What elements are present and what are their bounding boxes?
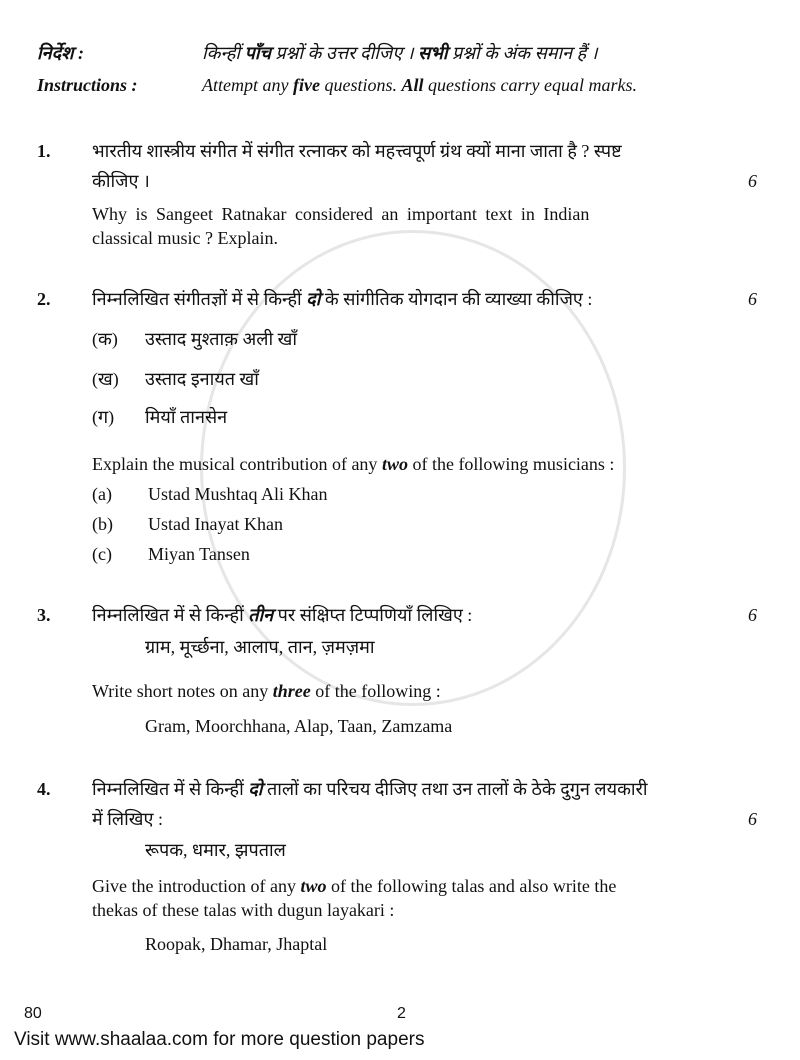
questions-column <box>37 139 757 956</box>
item-label: (क) <box>92 329 118 349</box>
text: दो <box>248 779 263 799</box>
question-4-number: 4. <box>37 779 51 799</box>
item-text: Ustad Mushtaq Ali Khan <box>148 484 328 504</box>
text: प्रश्नों के अंक समान हैं । <box>447 43 598 63</box>
text: five <box>292 75 320 95</box>
question-1-number: 1. <box>37 141 51 161</box>
text: सभी <box>418 43 448 63</box>
text: three <box>272 681 311 701</box>
item-label: (ख) <box>92 369 119 389</box>
item-text: उस्ताद इनायत खाँ <box>145 369 259 389</box>
text: तालों का परिचय दीजिए तथा उन तालों के ठेके दुगुन लयकारी <box>262 779 648 799</box>
item-label: (ग) <box>92 407 115 427</box>
text: में लिखिए : <box>92 809 163 829</box>
text: के सांगीतिक योगदान की व्याख्या कीजिए : <box>320 289 593 309</box>
text: questions. <box>319 75 402 95</box>
question-2-marks: 6 <box>748 289 757 309</box>
text: पाँच <box>244 43 271 63</box>
question-2-english <box>92 452 732 476</box>
list-item <box>92 405 732 429</box>
item-text: मियाँ तानसेन <box>145 407 228 427</box>
question-4-english-line-2: thekas of these talas with dugun layakari : <box>92 900 395 920</box>
item-text: उस्ताद मुश्ताक़ अली खाँ <box>145 329 298 349</box>
text: किन्हीं <box>202 43 245 63</box>
question-1-english-line-1: Why is Sangeet Ratnakar considered an important text in Indian <box>92 204 590 224</box>
text: Give the introduction of any <box>92 876 301 896</box>
list-item <box>92 542 732 566</box>
text: Explain the musical contribution of any <box>92 454 382 474</box>
question-3-english-list: Gram, Moorchhana, Alap, Taan, Zamzama <box>145 716 453 736</box>
question-4-marks: 6 <box>748 809 757 829</box>
item-label: (c) <box>92 544 112 564</box>
question-3-number: 3. <box>37 605 51 625</box>
text: निम्नलिखित संगीतज्ञों में से किन्हीं <box>92 289 307 309</box>
instructions-hindi-label: निर्देश : <box>37 43 84 63</box>
question-1-marks: 6 <box>748 171 757 191</box>
question-2-hindi <box>37 287 757 311</box>
text: All <box>401 75 424 95</box>
text: निम्नलिखित में से किन्हीं <box>92 605 249 625</box>
question-1-english-line-2: classical music ? Explain. <box>92 228 278 248</box>
question-3-english <box>92 679 732 703</box>
question-4-english-list: Roopak, Dhamar, Jhaptal <box>145 934 328 954</box>
text: तीन <box>248 605 274 625</box>
text: two <box>381 454 408 474</box>
text: of the following : <box>310 681 441 701</box>
list-item <box>92 512 732 536</box>
item-text: Ustad Inayat Khan <box>148 514 283 534</box>
question-2-number: 2. <box>37 289 51 309</box>
text: questions carry equal marks. <box>423 75 637 95</box>
instructions-hindi-text <box>202 44 598 62</box>
question-3-hindi <box>37 603 757 627</box>
list-item <box>92 367 732 391</box>
text: of the following musicians : <box>407 454 615 474</box>
text: of the following talas and also write the <box>326 876 617 896</box>
question-3-hindi-list: ग्राम, मूर्च्छना, आलाप, तान, ज़मज़मा <box>145 637 375 657</box>
list-item <box>92 482 732 506</box>
question-4-hindi-line-2 <box>92 807 757 831</box>
question-1-hindi-line-2 <box>92 169 757 193</box>
paper-code: 80 <box>24 1005 42 1022</box>
text: Attempt any <box>202 75 293 95</box>
text: भारतीय शास्त्रीय संगीत में संगीत रत्नाकर को महत्त्वपूर्ण ग्रंथ क्यों माना जाता है ? स्पष्ट <box>92 141 622 161</box>
text: प्रश्नों के उत्तर दीजिए । <box>270 43 419 63</box>
text: कीजिए । <box>92 171 150 191</box>
question-4-hindi-line-1 <box>37 777 732 801</box>
item-label: (b) <box>92 514 113 534</box>
instructions-english-text <box>202 76 637 94</box>
instructions-english-label: Instructions : <box>37 75 138 95</box>
question-4-hindi-list: रूपक, धमार, झपताल <box>145 840 286 860</box>
text: two <box>300 876 327 896</box>
text: निम्नलिखित में से किन्हीं <box>92 779 249 799</box>
text: Write short notes on any <box>92 681 273 701</box>
page-number: 2 <box>397 1005 406 1022</box>
question-1-hindi-line-1 <box>37 139 732 163</box>
list-item <box>92 327 732 351</box>
text: पर संक्षिप्त टिप्पणियाँ लिखिए : <box>273 605 473 625</box>
visit-link[interactable]: Visit www.shaalaa.com for more question papers <box>14 1029 425 1050</box>
question-4-english-line-1 <box>92 874 732 898</box>
text: दो <box>306 289 321 309</box>
item-text: Miyan Tansen <box>148 544 250 564</box>
question-3-marks: 6 <box>748 605 757 625</box>
item-label: (a) <box>92 484 112 504</box>
